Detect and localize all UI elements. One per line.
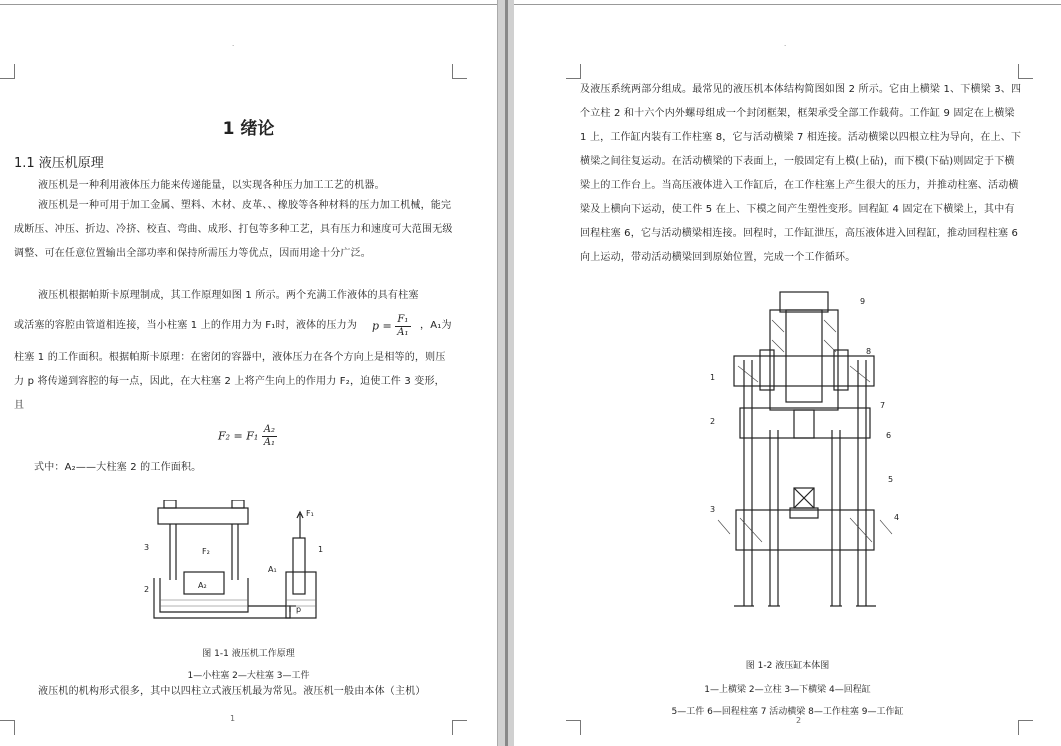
figure-2-label: 2 (710, 417, 716, 426)
figure-2-label: 1 (710, 373, 716, 382)
figure-1-hydraulic-principle (140, 500, 340, 640)
formula-lhs: p = (372, 319, 392, 333)
page-top-edge (0, 0, 497, 5)
paragraph-1: 液压机是一种利用液体压力能来传递能量，以实现各种压力加工工艺的机器。 (38, 180, 385, 191)
margin-corner-mark (1018, 720, 1033, 735)
formula-denominator: A₁ (397, 327, 409, 338)
paragraph-3a: 液压机根据帕斯卡原理制成，其工作原理如图 1 所示。两个充满工作液体的具有柱塞 (38, 290, 419, 301)
where-text: 式中：A₂——大柱塞 2 的工作面积。 (34, 462, 202, 473)
formula-denominator: A₁ (263, 437, 276, 448)
figure-2-label: 3 (710, 505, 716, 514)
page-top-edge (514, 0, 1061, 5)
document-page-2 (514, 0, 1061, 746)
margin-corner-mark (1018, 64, 1033, 79)
margin-corner-mark (0, 64, 15, 79)
figure-1-legend: 1—小柱塞 2—大柱塞 3—工件 (187, 671, 310, 681)
section-title: 1.1 液压机原理 (14, 156, 104, 171)
figure-1-label: F₂ (202, 547, 210, 556)
paragraph-3d: 柱塞 1 的工作面积。根据帕斯卡原理：在密闭的容器中，液体压力在各个方向上是相等的，则压力 p 将传递到容腔的每一点，因此，在大柱塞 2 上将产生向上的作用力 F₂，迫使工件 3 变形，且 (14, 352, 446, 411)
figure-1-label: p (296, 605, 302, 614)
figure-2-caption: 图 1-2 液压缸本体图 (745, 661, 830, 671)
page-number: 1 (230, 714, 236, 723)
paragraph-3b: 或活塞的容腔由管道相连接，当小柱塞 1 上的作用力为 F₁时，液体的压力为 (14, 320, 358, 331)
margin-corner-mark (566, 720, 581, 735)
figure-1-label: 2 (144, 585, 150, 594)
figure-2-legend-line-2: 5—工件 6—回程柱塞 7 活动横梁 8—工作柱塞 9—工作缸 (671, 707, 904, 717)
margin-corner-mark (452, 64, 467, 79)
figure-2-label: 8 (866, 347, 872, 356)
page-number: 2 (796, 716, 802, 725)
page-2-paragraph: 及液压系统两部分组成。最常见的液压机本体结构简图如图 2 所示。它由上横梁 1、下横梁 3、四个立柱 2 和十六个内外螺母组成一个封闭框架，框架承受全部工作载荷。工作缸 9 固定在上横梁 1 上，工作缸内装有工作柱塞 8，它与活动横梁 7 相连接。活动横梁以四根立柱为导向，在上、下横梁之间往复运动。在活动横梁的下表面上，一般固定有上模(上砧)，而下模(下砧)则固定于下横梁上的工作台上。当高压液体进入工作缸后，在工作柱塞上产生很大的压力，并推动柱塞、活动横梁及上横向下运动，使工件 5 在上、下模之间产生塑性变形。回程缸 4 固定在下横梁上，其中有回程柱塞 6，它与活动横梁相连接。回程时，工作缸泄压，高压液体进入回程缸，推动回程柱塞 6 向上运动，带动活动横梁回到原始位置，完成一个工作循环。 (580, 84, 1022, 263)
figure-1-caption: 图 1-1 液压机工作原理 (202, 649, 295, 659)
formula-numerator: A₂ (263, 424, 276, 435)
figure-1-label: 1 (318, 545, 324, 554)
figure-2-label: 4 (894, 513, 900, 522)
figure-1-label: A₁ (268, 565, 277, 574)
paragraph-2: 液压机是一种可用于加工金属、塑料、木材、皮革、、橡胶等各种材料的压力加工机械，能完成断压、冲压、折边、冷挤、校直、弯曲、成形、打包等多种工艺，具有压力和速度可大范围无级调整、可在任意位置输出全部功率和保持所需压力等优点，因而用途十分广泛。 (14, 200, 453, 259)
paragraph-3c: ，A₁为 (420, 320, 452, 331)
gutter-scrollbar (505, 0, 508, 746)
margin-corner-mark (0, 720, 15, 735)
figure-2-press-body (710, 290, 910, 630)
formula-pressure (372, 314, 411, 339)
document-page-1 (0, 0, 497, 746)
formula-lhs: F₂ = F₁ (218, 429, 259, 443)
formula-numerator: F₁ (395, 314, 410, 327)
margin-corner-mark (452, 720, 467, 735)
figure-2-legend-line-1: 1—上横梁 2—立柱 3—下横梁 4—回程缸 (704, 685, 871, 695)
header-mark: . (784, 40, 787, 48)
figure-1-label: A₂ (198, 581, 207, 590)
figure-1-label: F₁ (306, 509, 314, 518)
figure-1-label: 3 (144, 543, 150, 552)
figure-2-label: 9 (860, 297, 866, 306)
paragraph-last: 液压机的机构形式很多，其中以四柱立式液压机最为常见。液压机一般由本体（主机） (38, 686, 426, 697)
formula-force (218, 424, 277, 449)
header-mark: . (232, 40, 235, 48)
figure-2-label: 6 (886, 431, 892, 440)
chapter-title: 1 绪论 (222, 119, 275, 139)
figure-2-label: 7 (880, 401, 886, 410)
margin-corner-mark (566, 64, 581, 79)
figure-2-label: 5 (888, 475, 894, 484)
